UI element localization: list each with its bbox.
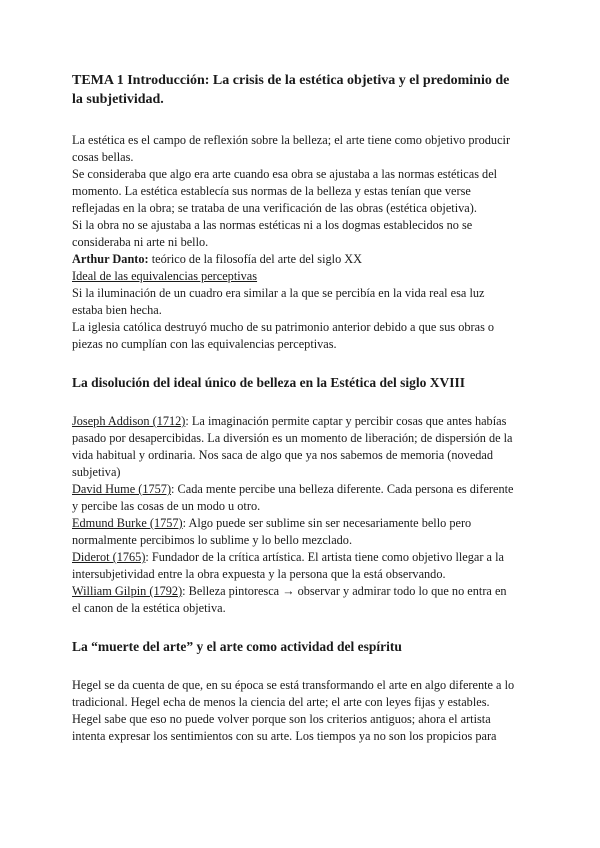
page-title: TEMA 1 Introducción: La crisis de la estética objetiva y el predominio de la subjetividad.	[72, 73, 510, 107]
author-entry	[72, 515, 516, 549]
author-entry	[72, 583, 516, 617]
paragraph: Se consideraba que algo era arte cuando esa obra se ajustaba a las normas estéticas del momento. La estética establecía sus normas de la belleza y estas tenían que verse reflejadas en la obra; se trataba de una verificación de las obras (estética objetiva).	[72, 167, 498, 215]
danto-text: teórico de la filosofía del arte del siglo XX	[148, 252, 363, 266]
paragraph: Si la iluminación de un cuadro era similar a la que se percibía en la vida real esa luz estaba bien hecha.	[72, 286, 485, 317]
author-name: Diderot (1765)	[72, 550, 146, 564]
paragraph: Hegel sabe que eso no puede volver porque son los criterios antiguos; ahora el artista intenta expresar los sentimientos con su arte. Los tiempos ya no son los propicios para	[72, 712, 497, 743]
author-name: David Hume (1757)	[72, 482, 172, 496]
section-intro	[72, 132, 516, 353]
paragraph-danto	[72, 251, 516, 268]
author-name: Edmund Burke (1757)	[72, 516, 183, 530]
ideal-heading: Ideal de las equivalencias perceptivas	[72, 269, 258, 283]
author-text: : La imaginación permite captar y percibir cosas que antes habías pasado por desapercibidas. La diversión es un momento de liberación; de dispersión de la vida habitual y ordinaria. Nos saca de algo que ya nos sabemos de memoria (novedad subjetiva)	[72, 414, 513, 479]
author-text: : Fundador de la crítica artística. El artista tiene como objetivo llegar a la intersubjetividad entre la obra expuesta y la persona que la está observando.	[72, 550, 504, 581]
section-heading-hegel: La “muerte del arte” y el arte como actividad del espíritu	[72, 639, 402, 654]
author-entry	[72, 481, 516, 515]
paragraph: Hegel se da cuenta de que, en su época se está transformando el arte en algo diferente a lo tradicional. Hegel echa de menos la ciencia del arte; el arte con leyes fijas y estables.	[72, 678, 515, 709]
author-entry	[72, 413, 516, 481]
paragraph: La iglesia católica destruyó mucho de su patrimonio anterior debido a que sus obras o piezas no cumplían con las equivalencias perceptivas.	[72, 320, 495, 351]
author-name: William Gilpin (1792)	[72, 584, 183, 598]
paragraph: Si la obra no se ajustaba a las normas estéticas ni a los dogmas establecidos no se consideraba ni arte ni bello.	[72, 218, 473, 249]
section-heading-xviii: La disolución del ideal único de belleza en la Estética del siglo XVIII	[72, 375, 466, 390]
author-text: : Cada mente percibe una belleza diferente. Cada persona es diferente y percibe las cosas de un modo u otro.	[72, 482, 514, 513]
paragraph: La estética es el campo de reflexión sobre la belleza; el arte tiene como objetivo producir cosas bellas.	[72, 133, 511, 164]
author-entry	[72, 549, 516, 583]
author-name: Joseph Addison (1712)	[72, 414, 186, 428]
section-hegel	[72, 677, 516, 745]
section-xviii	[72, 413, 516, 617]
danto-name: Arthur Danto:	[72, 252, 149, 266]
author-text: : Belleza pintoresca → observar y admirar todo lo que no entra en el canon de la estética objetiva.	[72, 584, 507, 615]
author-text: : Algo puede ser sublime sin ser necesariamente bello pero normalmente percibimos lo sublime y lo bello mezclado.	[72, 516, 472, 547]
